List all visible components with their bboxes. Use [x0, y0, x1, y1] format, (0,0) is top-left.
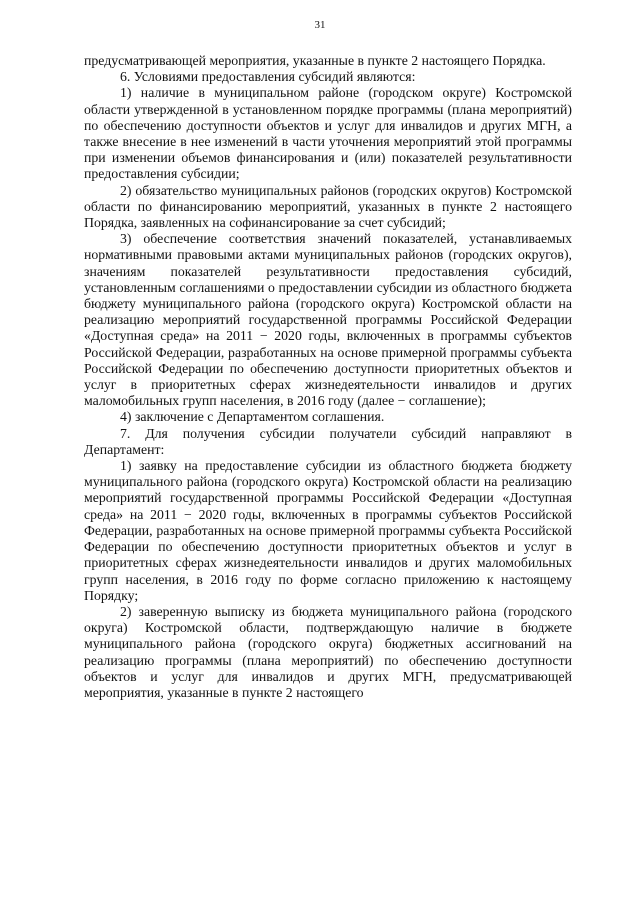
page-number: 31 — [314, 19, 326, 31]
paragraph-document-1: 1) заявку на предоставление субсидии из областного бюджета бюджету муниципального района (городского округа) Костромской области на реализацию мероприятий государственной программы Российской Федерации «Доступная среда» на 2011 − 2020 годы, включенных в программы субъектов Российской Федерации, разработанных на основе примерной программы субъекта Российской Федерации по обеспечению доступности приоритетных объектов и услуг в приоритетных сферах жизнедеятельности инвалидов и других маломобильных групп населения, в 2016 году по форме согласно приложению к настоящему Порядку; — [84, 458, 572, 603]
paragraph-section-7: 7. Для получения субсидии получатели субсидий направляют в Департамент: — [84, 425, 572, 457]
paragraph-condition-2: 2) обязательство муниципальных районов (городских округов) Костромской области по финансированию мероприятий, указанных в пункте 2 настоящего Порядка, заявленных на софинансирование за счет субсидий; — [84, 182, 572, 231]
paragraph-document-2: 2) заверенную выписку из бюджета муниципального района (городского округа) Костромской области, подтверждающую наличие в бюджете муниципального района (городского округа) бюджетных ассигнований на реализацию программы (плана мероприятий) по обеспечению доступности объектов и услуг для инвалидов и других МГН, предусматривающей мероприятия, указанные в пункте 2 настоящего — [84, 603, 572, 700]
paragraph-condition-4: 4) заключение с Департаментом соглашения. — [120, 409, 385, 425]
paragraph-condition-3: 3) обеспечение соответствия значений показателей, устанавливаемых нормативными правовыми актами муниципальных районов (городских округов), значениям показателей результативности предоставления субсидий, установленным соглашениями о предоставлении субсидии из областного бюджета бюджету муниципального района (городского округа) Костромской области на реализацию мероприятий государственной программы Российской Федерации «Доступная среда» на 2011 − 2020 годы, включенных в программы субъектов Российской Федерации, разработанных на основе примерной программы субъекта Российской Федерации по обеспечению доступности приоритетных объектов и услуг в приоритетных сферах жизнедеятельности инвалидов и других маломобильных групп населения, в 2016 году (далее − соглашение); — [84, 231, 572, 409]
document-body — [84, 53, 572, 701]
paragraph-section-6: 6. Условиями предоставления субсидий являются: — [120, 69, 416, 85]
paragraph-condition-1: 1) наличие в муниципальном районе (городском округе) Костромской области утвержденной в установленном порядке программы (плана мероприятий) по обеспечению доступности объектов и услуг для инвалидов и других МГН, а также внесение в нее изменений в части уточнения мероприятий этой программы при изменении объемов финансирования и (или) показателей результативности предоставления субсидии; — [84, 85, 572, 182]
paragraph-continuation: предусматривающей мероприятия, указанные в пункте 2 настоящего Порядка. — [84, 53, 546, 68]
